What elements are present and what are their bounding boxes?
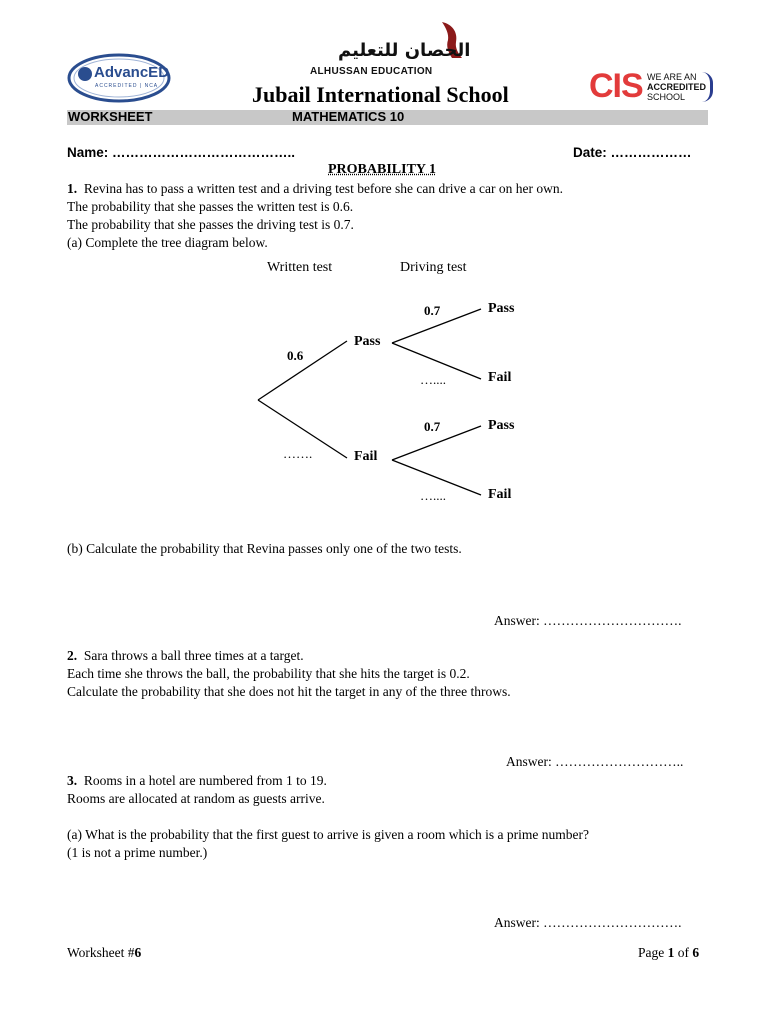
q2-answer: Answer: ……………………….. <box>506 754 684 769</box>
tree-node-first-pass: Pass <box>354 334 381 349</box>
q3-line1: 3. Rooms in a hotel are numbered from 1 to 19. <box>67 773 327 788</box>
footer-worksheet: Worksheet #6 <box>67 945 142 960</box>
footer-page-number: 1 <box>667 945 675 960</box>
q3-answer: Answer: …………………………. <box>494 915 682 930</box>
q1-part-b: (b) Calculate the probability that Revina passes only one of the two tests. <box>67 541 462 556</box>
q2-line3: Calculate the probability that she does not hit the target in any of the three throws. <box>67 684 511 699</box>
alhussan-logo <box>308 20 471 82</box>
q1-number: 1. <box>67 181 78 196</box>
q1-answer: Answer: …………………………. <box>494 613 682 628</box>
footer-page: Page 1 of 6 <box>638 945 700 960</box>
footer-page-total: 6 <box>692 945 700 960</box>
tree-prob-first-pass: 0.6 <box>287 348 304 363</box>
advanced-logo <box>67 52 171 104</box>
tree-leaf-lower-fail: Fail <box>488 487 512 502</box>
footer-worksheet-number: 6 <box>134 945 142 960</box>
q3-line2: Rooms are allocated at random as guests arrive. <box>67 791 325 806</box>
alhussan-arabic: الحصان للتعليم <box>338 40 471 61</box>
name-field: Name: ………………………………….. <box>67 145 296 160</box>
tree-prob-lower-pass: 0.7 <box>424 419 441 434</box>
tree-diagram <box>250 255 530 510</box>
tree-leaf-upper-fail: Fail <box>488 370 512 385</box>
cis-bracket-icon <box>702 72 713 102</box>
q1-line1: 1. Revina has to pass a written test and a driving test before she can drive a car on her own. <box>67 181 563 196</box>
q3-number: 3. <box>67 773 78 788</box>
cis-line3: SCHOOL <box>647 92 686 102</box>
q3-part-a-note: (1 is not a prime number.) <box>67 845 208 860</box>
tree-col-written: Written test <box>267 260 333 275</box>
tree-prob-upper-pass: 0.7 <box>424 303 441 318</box>
cis-logo <box>589 67 713 106</box>
worksheet-label: WORKSHEET <box>68 109 153 124</box>
tree-prob-first-fail: ……. <box>283 446 313 461</box>
tree-leaf-lower-pass: Pass <box>488 418 515 433</box>
advanced-logo-sub: ACCREDITED | NCA <box>95 83 159 89</box>
page-title: PROBABILITY 1 <box>328 162 437 177</box>
cis-line2: ACCREDITED <box>647 82 707 92</box>
tree-col-driving: Driving test <box>400 260 467 275</box>
tree-node-first-fail: Fail <box>354 449 378 464</box>
advanced-logo-name: AdvancED <box>94 64 170 81</box>
school-name: Jubail International School <box>252 82 509 107</box>
subject-label: MATHEMATICS 10 <box>292 109 405 124</box>
alhussan-english: ALHUSSAN EDUCATION <box>310 66 433 77</box>
tree-prob-lower-fail: ….... <box>420 488 446 503</box>
date-field: Date: ……………… <box>573 145 692 160</box>
cis-line1: WE ARE AN <box>647 72 697 82</box>
tree-leaf-upper-pass: Pass <box>488 301 515 316</box>
q1-line3: The probability that she passes the driving test is 0.7. <box>67 217 354 232</box>
tree-prob-upper-fail: ….... <box>420 372 446 387</box>
q1-part-a: (a) Complete the tree diagram below. <box>67 235 268 250</box>
q3-part-a: (a) What is the probability that the first guest to arrive is given a room which is a prime number? <box>67 827 589 842</box>
q2-line1: 2. Sara throws a ball three times at a target. <box>67 648 304 663</box>
cis-letters: CIS <box>589 67 643 105</box>
q2-line2: Each time she throws the ball, the probability that she hits the target is 0.2. <box>67 666 470 681</box>
q2-number: 2. <box>67 648 78 663</box>
q1-line2: The probability that she passes the written test is 0.6. <box>67 199 354 214</box>
